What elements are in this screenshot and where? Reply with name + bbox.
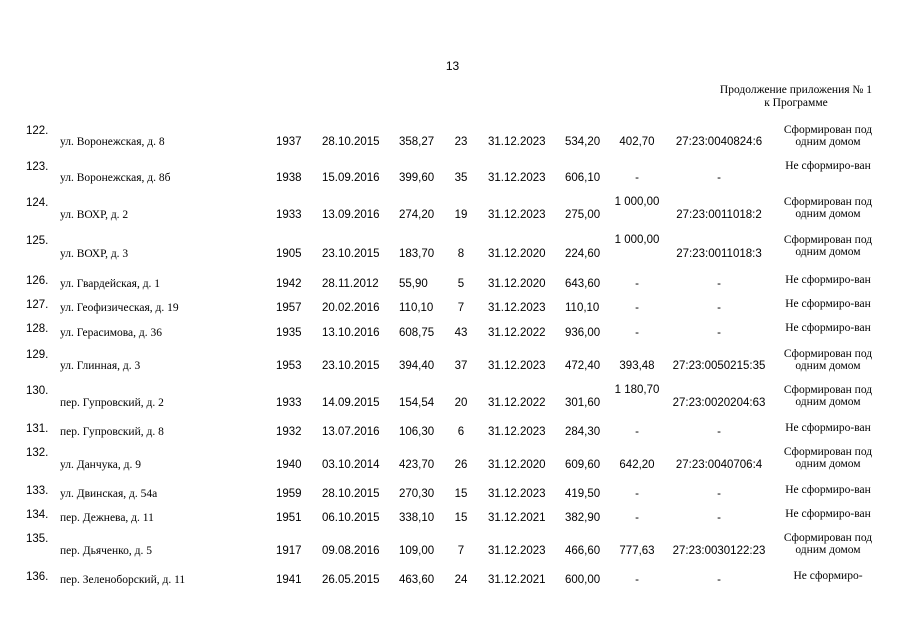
residents-cell: 35 [454, 172, 468, 184]
resettlement-date-cell: 31.12.2023 [488, 209, 546, 221]
cadastral-number-cell: - [717, 172, 721, 184]
total-area-cell: 534,20 [565, 136, 601, 148]
residents-cell: 19 [454, 209, 468, 221]
land-area-cell: 402,70 [619, 136, 655, 148]
land-status-cell: Сформирован под одним домом [783, 446, 873, 470]
year-cell: 1933 [276, 209, 302, 221]
year-cell: 1938 [276, 172, 302, 184]
land-status-cell: Не сформиро-ван [785, 422, 871, 434]
appendix-line-2: к Программе [764, 97, 828, 109]
table-row [0, 569, 905, 593]
address-cell: ул. Двинская, д. 54а [60, 488, 158, 500]
land-status-cell: Сформирован под одним домом [783, 384, 873, 408]
resettlement-date-cell: 31.12.2022 [488, 327, 546, 339]
area-cell: 110,10 [399, 302, 434, 314]
area-cell: 358,27 [399, 136, 435, 148]
recognition-date-cell: 20.02.2016 [322, 302, 380, 314]
area-cell: 399,60 [399, 172, 435, 184]
land-area-cell: - [635, 426, 639, 438]
row-number: 131. [26, 423, 49, 435]
row-number: 136. [26, 571, 49, 583]
land-status-cell: Не сформиро-ван [785, 322, 871, 334]
row-number: 128. [26, 323, 49, 335]
cadastral-number-cell: 27:23:0040706:4 [675, 459, 763, 471]
total-area-cell: 600,00 [565, 574, 601, 586]
recognition-date-cell: 13.10.2016 [322, 327, 380, 339]
address-cell: ул. Герасимова, д. 36 [60, 327, 162, 339]
year-cell: 1942 [276, 278, 302, 290]
appendix-caption [720, 84, 872, 110]
year-cell: 1951 [276, 512, 302, 524]
address-cell: ул. ВОХР, д. 2 [60, 209, 129, 221]
address-cell: пер. Гупровский, д. 8 [60, 426, 164, 438]
land-area-cell: 1 000,00 [614, 196, 660, 208]
year-cell: 1957 [276, 302, 302, 314]
land-area-cell: - [635, 278, 639, 290]
resettlement-date-cell: 31.12.2023 [488, 172, 546, 184]
table-row [0, 123, 905, 159]
row-number: 124. [26, 197, 49, 209]
land-status-cell: Сформирован под одним домом [783, 234, 873, 258]
resettlement-date-cell: 31.12.2023 [488, 302, 546, 314]
residents-cell: 7 [457, 302, 465, 314]
recognition-date-cell: 28.10.2015 [322, 488, 380, 500]
residents-cell: 5 [457, 278, 465, 290]
resettlement-date-cell: 31.12.2023 [488, 545, 546, 557]
row-number: 134. [26, 509, 49, 521]
table-row [0, 233, 905, 273]
area-cell: 55,90 [399, 278, 428, 290]
year-cell: 1917 [276, 545, 302, 557]
resettlement-date-cell: 31.12.2023 [488, 426, 546, 438]
resettlement-date-cell: 31.12.2023 [488, 360, 546, 372]
resettlement-date-cell: 31.12.2020 [488, 278, 546, 290]
total-area-cell: 472,40 [565, 360, 601, 372]
total-area-cell: 466,60 [565, 545, 601, 557]
cadastral-number-cell: - [717, 426, 721, 438]
land-status-cell: Не сформиро- [793, 570, 863, 582]
total-area-cell: 606,10 [565, 172, 601, 184]
residents-cell: 6 [457, 426, 465, 438]
area-cell: 106,30 [399, 426, 435, 438]
recognition-date-cell: 06.10.2015 [322, 512, 380, 524]
resettlement-date-cell: 31.12.2022 [488, 397, 546, 409]
total-area-cell: 110,10 [565, 302, 600, 314]
total-area-cell: 643,60 [565, 278, 601, 290]
address-cell: ул. ВОХР, д. 3 [60, 248, 129, 260]
land-status-cell: Сформирован под одним домом [783, 532, 873, 556]
year-cell: 1935 [276, 327, 302, 339]
resettlement-date-cell: 31.12.2023 [488, 136, 546, 148]
year-cell: 1940 [276, 459, 302, 471]
recognition-date-cell: 03.10.2014 [322, 459, 380, 471]
cadastral-number-cell: 27:23:0011018:3 [676, 248, 762, 260]
cadastral-number-cell: - [717, 278, 721, 290]
total-area-cell: 301,60 [565, 397, 601, 409]
recognition-date-cell: 23.10.2015 [322, 248, 380, 260]
address-cell: пер. Дежнева, д. 11 [60, 512, 154, 524]
land-area-cell: - [635, 172, 639, 184]
row-number: 135. [26, 533, 49, 545]
table-row [0, 321, 905, 347]
total-area-cell: 419,50 [565, 488, 601, 500]
row-number: 127. [26, 299, 49, 311]
land-status-cell: Не сформиро-ван [785, 508, 871, 520]
cadastral-number-cell: - [717, 327, 721, 339]
land-area-cell: 393,48 [619, 360, 655, 372]
land-area-cell: - [635, 512, 639, 524]
area-cell: 423,70 [399, 459, 435, 471]
resettlement-date-cell: 31.12.2020 [488, 459, 546, 471]
residents-cell: 23 [454, 136, 468, 148]
cadastral-number-cell: - [717, 302, 721, 314]
cadastral-number-cell: 27:23:0011018:2 [676, 209, 762, 221]
area-cell: 463,60 [399, 574, 435, 586]
address-cell: ул. Геофизическая, д. 19 [60, 302, 179, 314]
area-cell: 270,30 [399, 488, 435, 500]
land-area-cell: - [635, 327, 639, 339]
area-cell: 154,54 [399, 397, 435, 409]
area-cell: 183,70 [399, 248, 435, 260]
total-area-cell: 936,00 [565, 327, 601, 339]
residents-cell: 15 [454, 488, 468, 500]
residents-cell: 24 [454, 574, 468, 586]
land-area-cell: - [635, 488, 639, 500]
year-cell: 1953 [276, 360, 302, 372]
cadastral-number-cell: 27:23:0050215:35 [672, 360, 766, 372]
land-area-cell: - [635, 574, 639, 586]
row-number: 125. [26, 235, 49, 247]
land-status-cell: Не сформиро-ван [785, 274, 871, 286]
cadastral-number-cell: - [717, 512, 721, 524]
year-cell: 1905 [276, 248, 302, 260]
recognition-date-cell: 28.10.2015 [322, 136, 380, 148]
land-status-cell: Сформирован под одним домом [783, 348, 873, 372]
cadastral-number-cell: 27:23:0020204:63 [672, 397, 766, 409]
total-area-cell: 382,90 [565, 512, 601, 524]
year-cell: 1933 [276, 397, 302, 409]
area-cell: 394,40 [399, 360, 435, 372]
table-row [0, 383, 905, 421]
resettlement-date-cell: 31.12.2021 [488, 574, 546, 586]
row-number: 132. [26, 447, 49, 459]
residents-cell: 8 [457, 248, 465, 260]
cadastral-number-cell: 27:23:0040824:6 [675, 136, 763, 148]
cadastral-number-cell: - [717, 574, 721, 586]
land-area-cell: 1 000,00 [614, 234, 660, 246]
row-number: 130. [26, 385, 49, 397]
table-row [0, 507, 905, 531]
residents-cell: 20 [454, 397, 468, 409]
table-row [0, 445, 905, 483]
row-number: 123. [26, 161, 49, 173]
recognition-date-cell: 23.10.2015 [322, 360, 380, 372]
table-row [0, 483, 905, 507]
recognition-date-cell: 28.11.2012 [322, 278, 379, 290]
address-cell: пер. Гупровский, д. 2 [60, 397, 164, 409]
land-area-cell: 1 180,70 [614, 384, 660, 396]
resettlement-date-cell: 31.12.2020 [488, 248, 546, 260]
address-cell: ул. Глинная, д. 3 [60, 360, 141, 372]
address-cell: пер. Дьяченко, д. 5 [60, 545, 153, 557]
total-area-cell: 224,60 [565, 248, 601, 260]
recognition-date-cell: 15.09.2016 [322, 172, 380, 184]
year-cell: 1941 [276, 574, 302, 586]
table-row [0, 195, 905, 233]
cadastral-number-cell: - [717, 488, 721, 500]
land-status-cell: Сформирован под одним домом [783, 196, 873, 220]
land-status-cell: Не сформиро-ван [785, 160, 871, 172]
address-cell: пер. Зеленоборский, д. 11 [60, 574, 186, 586]
table-row [0, 159, 905, 195]
total-area-cell: 275,00 [565, 209, 601, 221]
row-number: 133. [26, 485, 49, 497]
houses-table [0, 123, 905, 593]
resettlement-date-cell: 31.12.2023 [488, 488, 546, 500]
table-row [0, 347, 905, 383]
address-cell: ул. Данчука, д. 9 [60, 459, 141, 471]
recognition-date-cell: 09.08.2016 [322, 545, 380, 557]
table-row [0, 297, 905, 321]
land-area-cell: 777,63 [619, 545, 655, 557]
address-cell: ул. Воронежская, д. 8 [60, 136, 165, 148]
area-cell: 338,10 [399, 512, 435, 524]
total-area-cell: 284,30 [565, 426, 601, 438]
table-row [0, 273, 905, 297]
resettlement-date-cell: 31.12.2021 [488, 512, 546, 524]
year-cell: 1932 [276, 426, 302, 438]
table-row [0, 531, 905, 569]
year-cell: 1937 [276, 136, 302, 148]
area-cell: 608,75 [399, 327, 435, 339]
residents-cell: 7 [457, 545, 465, 557]
cadastral-number-cell: 27:23:0030122:23 [672, 545, 766, 557]
page-number: 13 [445, 59, 460, 73]
row-number: 122. [26, 125, 49, 137]
recognition-date-cell: 14.09.2015 [322, 397, 380, 409]
recognition-date-cell: 26.05.2015 [322, 574, 380, 586]
residents-cell: 37 [454, 360, 468, 372]
land-status-cell: Не сформиро-ван [785, 484, 871, 496]
recognition-date-cell: 13.07.2016 [322, 426, 380, 438]
land-status-cell: Сформирован под одним домом [783, 124, 873, 148]
land-area-cell: - [635, 302, 639, 314]
address-cell: ул. Гвардейская, д. 1 [60, 278, 161, 290]
appendix-line-1: Продолжение приложения № 1 [719, 84, 872, 96]
total-area-cell: 609,60 [565, 459, 601, 471]
area-cell: 109,00 [399, 545, 435, 557]
land-area-cell: 642,20 [619, 459, 655, 471]
address-cell: ул. Воронежская, д. 8б [60, 172, 171, 184]
row-number: 126. [26, 275, 49, 287]
row-number: 129. [26, 349, 49, 361]
residents-cell: 15 [454, 512, 468, 524]
recognition-date-cell: 13.09.2016 [322, 209, 380, 221]
residents-cell: 26 [454, 459, 468, 471]
residents-cell: 43 [454, 327, 468, 339]
table-row [0, 421, 905, 445]
year-cell: 1959 [276, 488, 302, 500]
land-status-cell: Не сформиро-ван [785, 298, 871, 310]
area-cell: 274,20 [399, 209, 435, 221]
